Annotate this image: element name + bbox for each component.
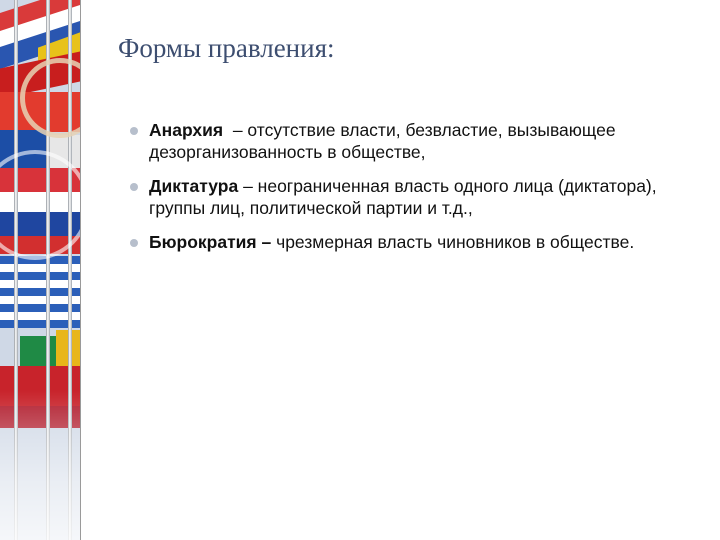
bullet-icon <box>130 183 138 191</box>
bullet-icon <box>130 127 138 135</box>
bullet-icon <box>130 239 138 247</box>
bullet-list <box>130 119 700 265</box>
bullet-term: Бюрократия – <box>149 232 272 252</box>
panel-divider <box>80 0 81 540</box>
bullet-item-dictatorship <box>130 175 700 219</box>
bullet-text: – неограниченная власть одного лица (диктатора), группы лиц, политической партии и т.д., <box>149 176 662 218</box>
bullet-text: чрезмерная власть чиновников в обществе. <box>271 232 635 252</box>
bullet-item-anarchy <box>130 119 700 163</box>
bullet-text: – отсутствие власти, безвластие, вызывающее дезорганизованность в обществе, <box>149 120 621 162</box>
bullet-term: Диктатура <box>149 176 239 196</box>
slide-title: Формы правления: <box>118 33 335 63</box>
bullet-term: Анархия <box>149 120 224 140</box>
bullet-item-bureaucracy <box>130 231 700 253</box>
flags-decoration-image <box>0 0 80 540</box>
